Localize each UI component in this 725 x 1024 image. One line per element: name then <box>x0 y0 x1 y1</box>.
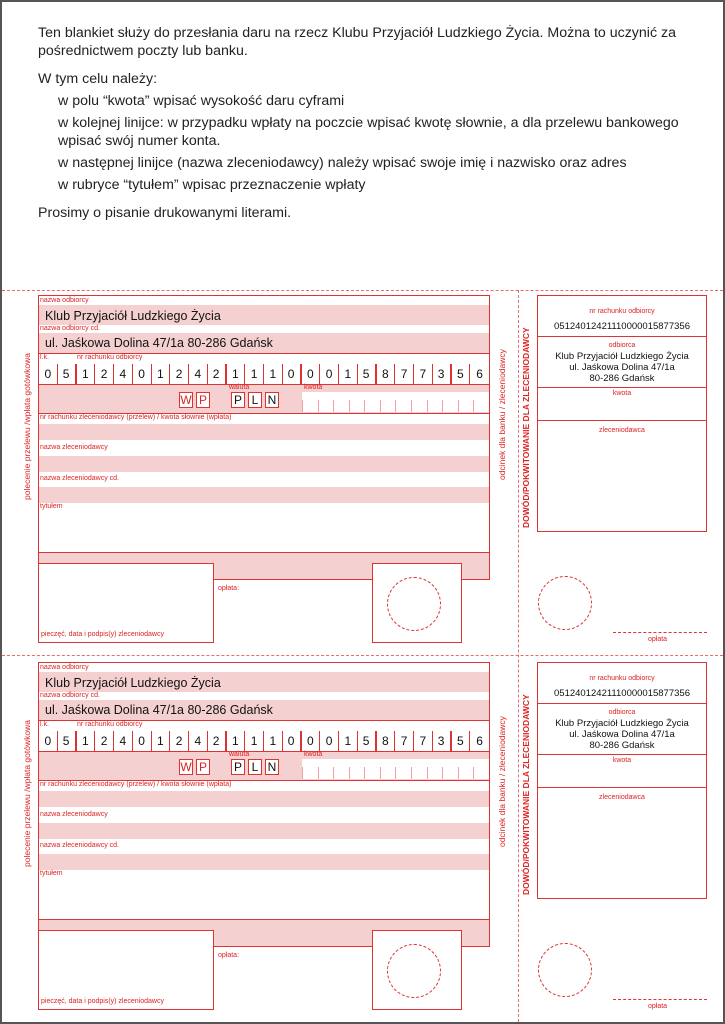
currency-box-n[interactable]: N <box>265 392 279 408</box>
recipient-name-value: Klub Przyjaciół Ludzkiego Życia <box>45 676 221 690</box>
receipt-recipient-line2: ul. Jaśkowa Dolina 47/1a <box>569 362 675 373</box>
amount-field[interactable] <box>302 392 489 412</box>
account-digit[interactable]: 1 <box>152 364 171 384</box>
account-digit[interactable]: 0 <box>320 731 339 751</box>
instruction-step: w kolejnej linijce: w przypadku wpłaty na poczcie wpisać kwotę słownie, a dla przelewu bankowego wpisać swój numer konta. <box>58 115 679 149</box>
account-digit[interactable]: 1 <box>264 731 283 751</box>
account-digit[interactable]: 7 <box>395 364 414 384</box>
receipt-fee-line[interactable] <box>613 632 707 633</box>
recipient-address-value: ul. Jaśkowa Dolina 47/1a 80-286 Gdańsk <box>45 703 273 717</box>
receipt-fee-line[interactable] <box>613 999 707 1000</box>
account-digit[interactable]: 5 <box>452 731 471 751</box>
divider <box>538 754 706 755</box>
account-digit[interactable]: 1 <box>77 364 96 384</box>
receipt-amount-field[interactable] <box>538 787 706 788</box>
instructions <box>38 24 708 226</box>
account-digit[interactable]: 1 <box>264 364 283 384</box>
instruction-step: w polu “kwota” wpisać wysokość daru cyframi <box>58 93 345 109</box>
account-digit[interactable]: 5 <box>452 364 471 384</box>
label-title: tytułem <box>40 503 63 510</box>
account-digit[interactable]: 0 <box>302 731 321 751</box>
account-digit[interactable]: 0 <box>302 364 321 384</box>
account-digit[interactable]: 2 <box>208 364 227 384</box>
bank-stamp-box[interactable] <box>372 930 462 1010</box>
label-payer-name: nazwa zleceniodawcy <box>40 811 108 818</box>
currency-box-n[interactable]: N <box>265 759 279 775</box>
side-label-receipt: DOWÓD/POKWITOWANIE DLA ZLECENIODAWCY <box>521 694 531 895</box>
payer-name-field[interactable] <box>39 823 489 839</box>
side-label-left: polecenie przelewu /wpłata gotówkowa <box>22 720 32 867</box>
payer-account-field[interactable] <box>39 791 489 807</box>
account-digit[interactable]: 5 <box>358 364 377 384</box>
label-currency: waluta <box>229 751 250 758</box>
account-digit[interactable]: 4 <box>114 364 133 384</box>
receipt-account-value: 05124012421110000015877356 <box>554 321 690 332</box>
label-recipient-name: nazwa odbiorcy <box>40 664 89 671</box>
account-digit[interactable]: 0 <box>39 364 58 384</box>
receipt-label-account: nr rachunku odbiorcy <box>589 675 655 682</box>
transfer-form-main <box>38 295 490 553</box>
label-recipient-name-cont: nazwa odbiorcy cd. <box>40 325 100 332</box>
transfer-slip-bottom <box>0 657 725 1019</box>
instruction-step: w następnej linijce (nazwa zleceniodawcy) należy wpisać swoje imię i nazwisko oraz adres <box>58 155 627 171</box>
account-digit[interactable]: 7 <box>414 731 433 751</box>
receipt-stub <box>537 662 707 899</box>
divider <box>538 703 706 704</box>
currency-box-l[interactable]: L <box>248 759 262 775</box>
divider <box>538 387 706 388</box>
side-label-middle: odcinek dla banku / zleceniodawcy <box>497 716 507 847</box>
recipient-name-value: Klub Przyjaciół Ludzkiego Życia <box>45 309 221 323</box>
account-digit[interactable]: 0 <box>133 364 152 384</box>
label-payer-name: nazwa zleceniodawcy <box>40 444 108 451</box>
recipient-address-value: ul. Jaśkowa Dolina 47/1a 80-286 Gdańsk <box>45 336 273 350</box>
currency-box-l[interactable]: L <box>248 392 262 408</box>
receipt-stub <box>537 295 707 532</box>
account-digit[interactable]: 1 <box>227 731 246 751</box>
account-digit[interactable]: 2 <box>95 731 114 751</box>
payer-name-cont-field[interactable] <box>39 854 489 870</box>
account-digit[interactable]: 1 <box>152 731 171 751</box>
label-currency: waluta <box>229 384 250 391</box>
label-recipient-name: nazwa odbiorcy <box>40 297 89 304</box>
instructions-closing: Prosimy o pisanie drukowanymi literami. <box>38 205 292 221</box>
account-digit[interactable]: 0 <box>39 731 58 751</box>
account-digit[interactable]: 1 <box>339 731 358 751</box>
stamp-circle <box>387 577 441 631</box>
label-signature: pieczęć, data i podpis(y) zleceniodawcy <box>41 998 164 1005</box>
account-digit[interactable]: 7 <box>395 731 414 751</box>
side-label-receipt: DOWÓD/POKWITOWANIE DLA ZLECENIODAWCY <box>521 327 531 528</box>
account-number-boxes[interactable] <box>39 731 489 751</box>
account-digit[interactable]: 4 <box>189 364 208 384</box>
label-account: nr rachunku odbiorcy <box>77 721 143 728</box>
wp-box-w[interactable]: W <box>180 393 192 407</box>
receipt-label-amount: kwota <box>612 757 632 764</box>
signature-box[interactable] <box>38 563 214 643</box>
divider <box>538 336 706 337</box>
account-digit[interactable]: 0 <box>283 731 302 751</box>
receipt-amount-field[interactable] <box>538 420 706 421</box>
account-digit[interactable]: 4 <box>114 731 133 751</box>
account-digit[interactable]: 8 <box>377 364 396 384</box>
currency-box-p[interactable]: P <box>231 392 245 408</box>
account-digit[interactable]: 5 <box>58 731 77 751</box>
receipt-label-payer: zleceniodawca <box>599 427 645 434</box>
account-digit[interactable]: 5 <box>358 731 377 751</box>
account-digit[interactable]: 8 <box>377 731 396 751</box>
cut-line-middle <box>2 655 723 656</box>
payer-account-field[interactable] <box>39 424 489 440</box>
receipt-stamp-circle <box>538 576 592 630</box>
label-payer-account: nr rachunku zleceniodawcy (przelew) / kwota słownie (wpłata) <box>40 781 232 788</box>
account-digit[interactable]: 0 <box>283 364 302 384</box>
receipt-label-fee: opłata <box>648 1003 668 1010</box>
account-number-boxes[interactable] <box>39 364 489 384</box>
label-title: tytułem <box>40 870 63 877</box>
transfer-form-main <box>38 662 490 920</box>
signature-box[interactable] <box>38 930 214 1010</box>
instructions-intro: Ten blankiet służy do przesłania daru na rzecz Klubu Przyjaciół Ludzkiego Życia. Można to uczynić za pośrednictwem poczty lub banku. <box>38 25 676 59</box>
side-label-middle: odcinek dla banku / zleceniodawcy <box>497 349 507 480</box>
account-digit[interactable]: 3 <box>433 731 452 751</box>
transfer-slip-top <box>0 290 725 652</box>
account-digit[interactable]: 3 <box>433 364 452 384</box>
account-digit[interactable]: 2 <box>208 731 227 751</box>
payer-name-cont-field[interactable] <box>39 487 489 503</box>
instructions-lead: W tym celu należy: <box>38 71 158 87</box>
label-account: nr rachunku odbiorcy <box>77 354 143 361</box>
receipt-label-recipient: odbiorca <box>608 342 636 349</box>
account-digit[interactable]: 2 <box>170 731 189 751</box>
account-digit[interactable]: 2 <box>95 364 114 384</box>
receipt-recipient-line3: 80-286 Gdańsk <box>589 740 655 751</box>
account-digit[interactable]: 5 <box>58 364 77 384</box>
amount-field[interactable] <box>302 759 489 779</box>
label-payer-name-cont: nazwa zleceniodawcy cd. <box>40 475 119 482</box>
label-payer-account: nr rachunku zleceniodawcy (przelew) / kwota słownie (wpłata) <box>40 414 232 421</box>
label-amount: kwota <box>304 751 323 758</box>
receipt-label-recipient: odbiorca <box>608 709 636 716</box>
account-digit[interactable]: 1 <box>77 731 96 751</box>
receipt-stamp-circle <box>538 943 592 997</box>
account-digit[interactable]: 2 <box>170 364 189 384</box>
label-signature: pieczęć, data i podpis(y) zleceniodawcy <box>41 631 164 638</box>
label-fee: opłata: <box>218 952 240 959</box>
account-digit[interactable]: 6 <box>476 734 483 748</box>
label-lk: l.k. <box>40 354 49 361</box>
account-digit[interactable]: 0 <box>320 364 339 384</box>
account-digit[interactable]: 7 <box>414 364 433 384</box>
wp-box-p[interactable]: P <box>196 759 210 775</box>
side-label-left: polecenie przelewu /wpłata gotówkowa <box>22 353 32 500</box>
receipt-recipient-line1: Klub Przyjaciół Ludzkiego Życia <box>555 351 689 362</box>
bank-stamp-box[interactable] <box>372 563 462 643</box>
label-payer-name-cont: nazwa zleceniodawcy cd. <box>40 842 119 849</box>
receipt-label-payer: zleceniodawca <box>599 794 645 801</box>
stamp-circle <box>387 944 441 998</box>
instructions-steps <box>58 92 708 194</box>
instruction-step: w rubryce “tytułem” wpisac przeznaczenie wpłaty <box>58 177 366 193</box>
receipt-recipient-line1: Klub Przyjaciół Ludzkiego Życia <box>555 718 689 729</box>
account-digit[interactable]: 4 <box>189 731 208 751</box>
receipt-label-fee: opłata <box>648 636 668 643</box>
receipt-account-value: 05124012421110000015877356 <box>554 688 690 699</box>
account-digit[interactable]: 0 <box>133 731 152 751</box>
label-fee: opłata: <box>218 585 240 592</box>
page-border-top <box>0 0 725 2</box>
wp-box-w[interactable]: W <box>180 760 192 774</box>
payer-name-field[interactable] <box>39 456 489 472</box>
account-digit[interactable]: 6 <box>476 367 483 381</box>
account-digit[interactable]: 1 <box>245 731 264 751</box>
account-digit[interactable]: 1 <box>245 364 264 384</box>
receipt-label-account: nr rachunku odbiorcy <box>589 308 655 315</box>
label-amount: kwota <box>304 384 323 391</box>
wp-box-p[interactable]: P <box>196 392 210 408</box>
label-recipient-name-cont: nazwa odbiorcy cd. <box>40 692 100 699</box>
label-lk: l.k. <box>40 721 49 728</box>
account-digit[interactable]: 1 <box>227 364 246 384</box>
currency-box-p[interactable]: P <box>231 759 245 775</box>
receipt-recipient-line3: 80-286 Gdańsk <box>589 373 655 384</box>
account-digit[interactable]: 1 <box>339 364 358 384</box>
receipt-label-amount: kwota <box>612 390 632 397</box>
receipt-recipient-line2: ul. Jaśkowa Dolina 47/1a <box>569 729 675 740</box>
